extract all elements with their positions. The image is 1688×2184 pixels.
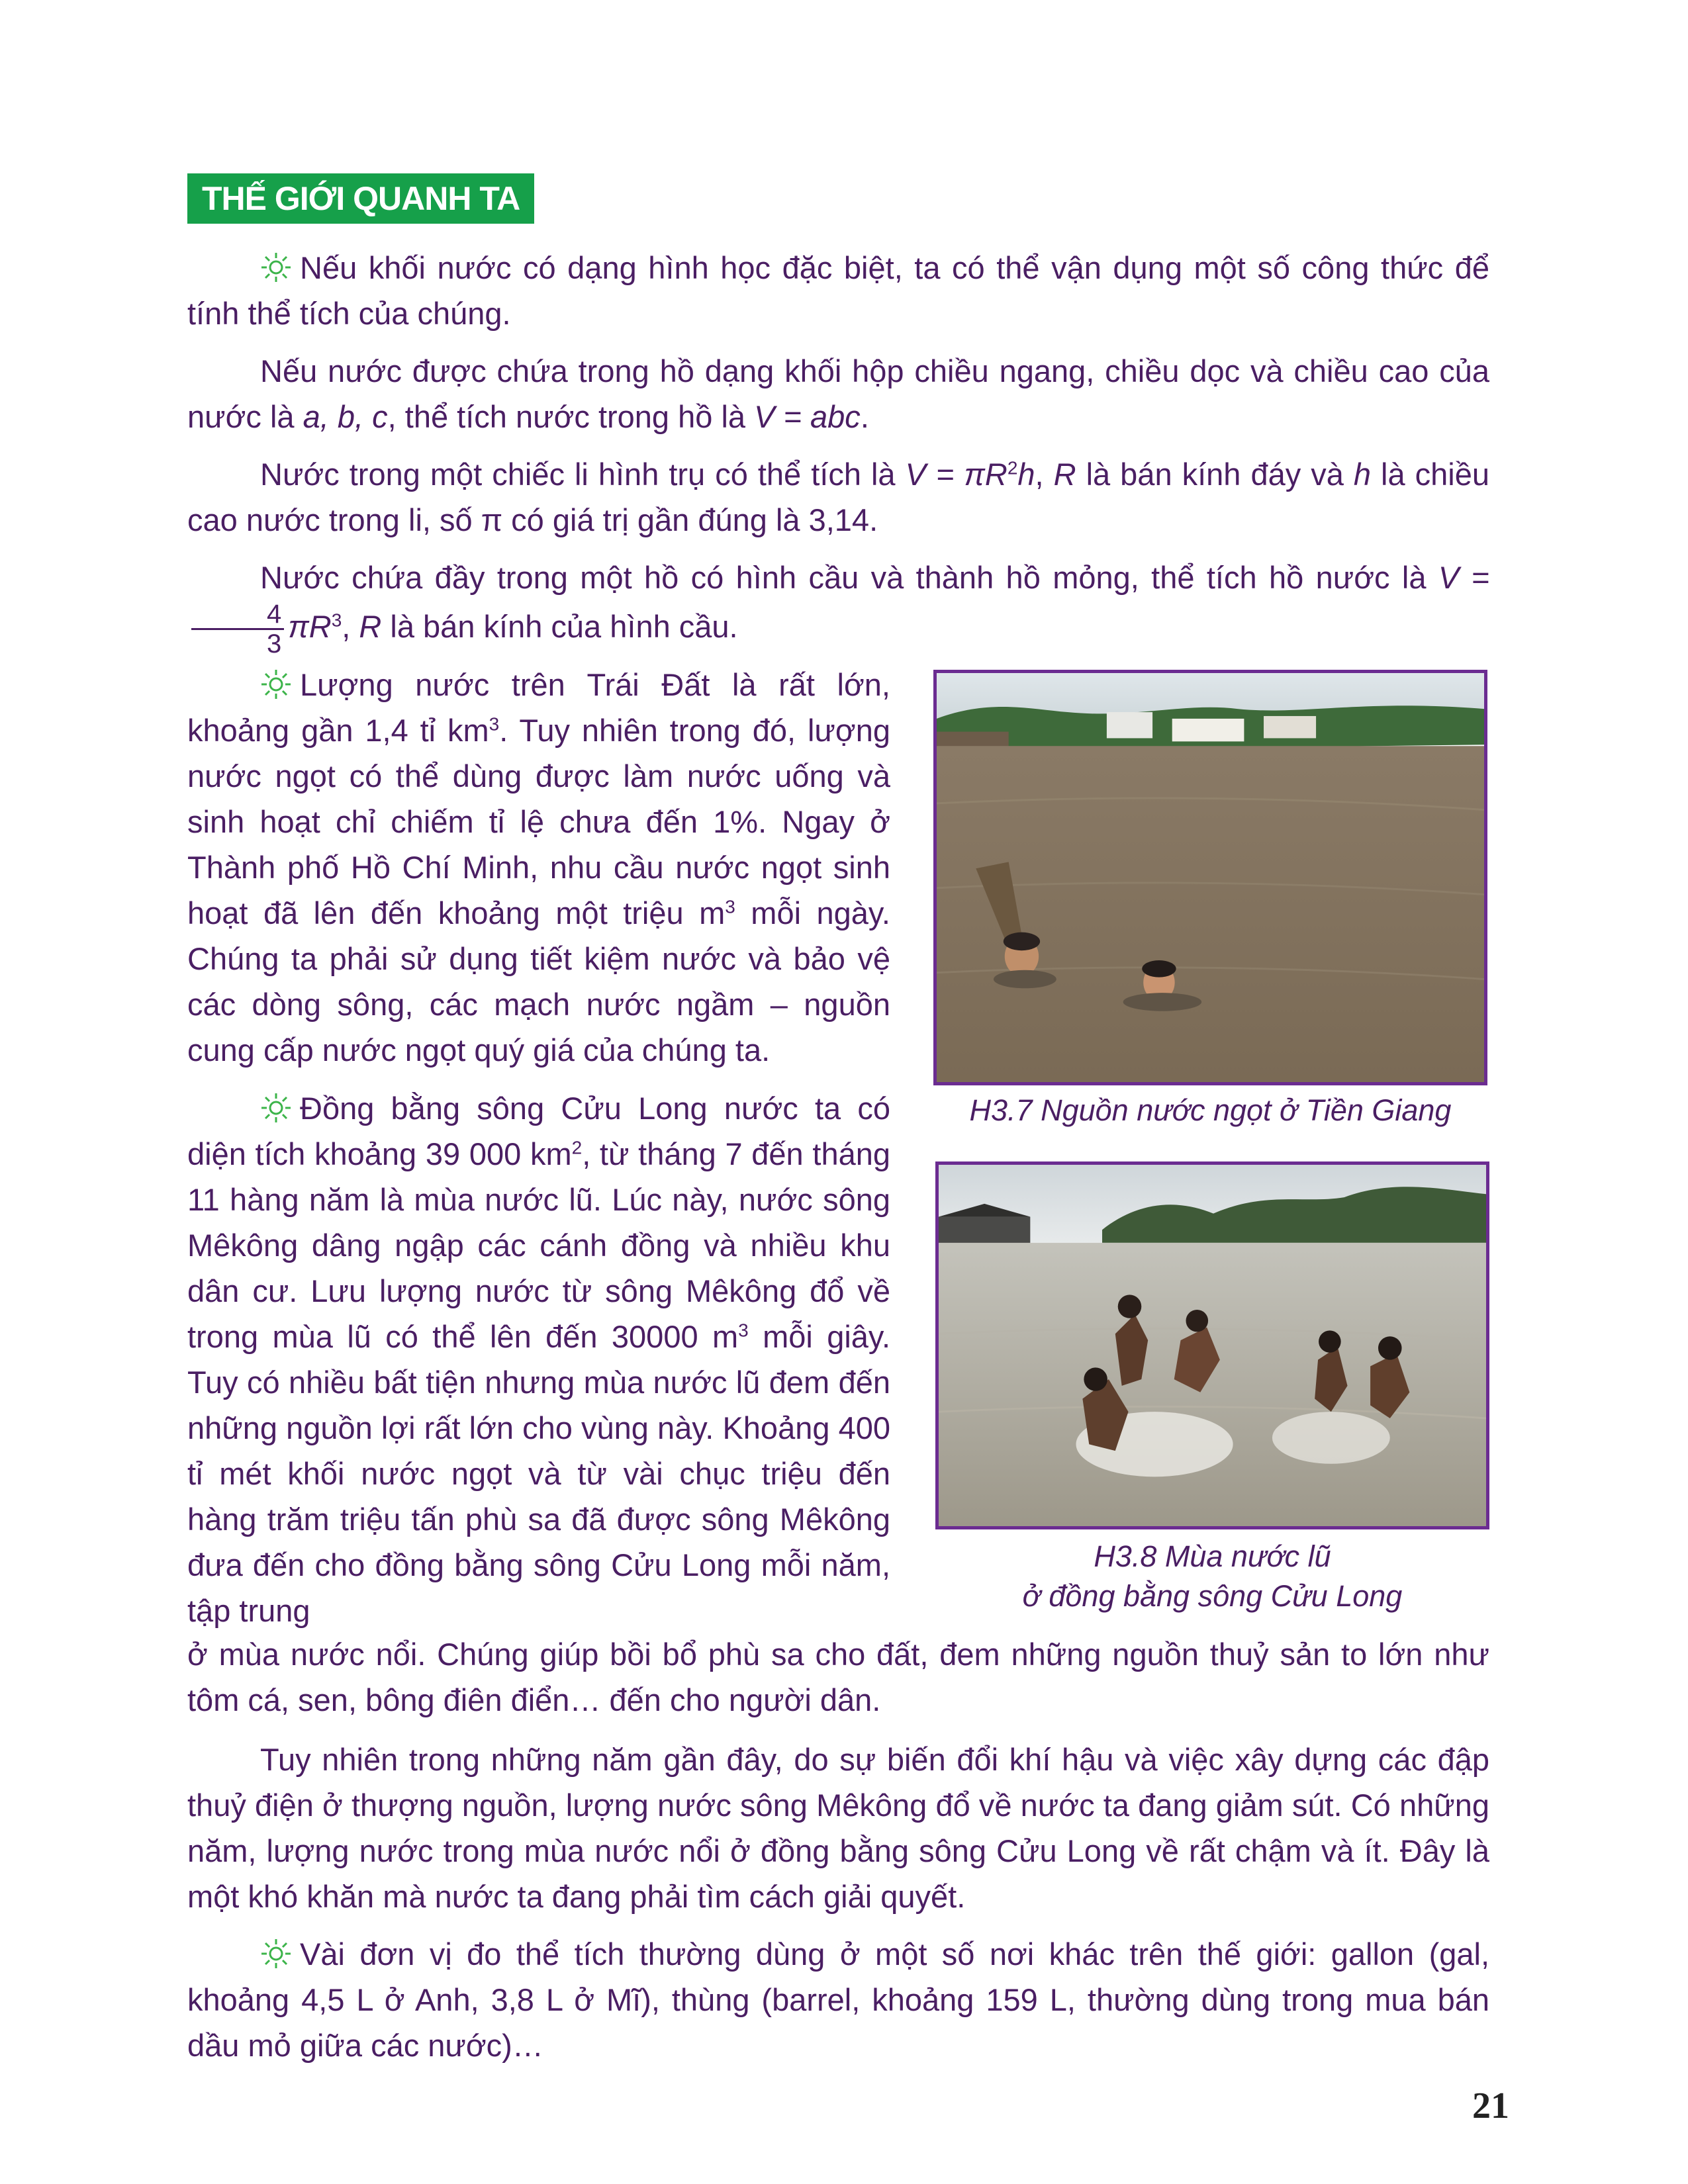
sun-icon: [260, 251, 292, 283]
section-heading: THẾ GIỚI QUANH TA: [187, 173, 534, 224]
p3-text-c: là bán kính đáy và: [1076, 457, 1354, 492]
p3-exponent: 2: [1007, 457, 1018, 478]
p4-formula-v: V =: [1438, 560, 1489, 595]
p3-var-r: R: [1053, 457, 1076, 492]
p5-text-b: . Tuy nhiên trong đó, lượng nước ngọt có thể dùng được làm nước uống và sinh hoạt chỉ chiếm tỉ lệ chưa đến 1%. Ngay ở Thành phố Hồ Chí Minh, nhu cầu nước ngọt sinh hoạt đã lên đến khoảng một triệu m: [187, 713, 890, 931]
fraction-denominator: 3: [267, 629, 282, 659]
p5-text-c: mỗi ngày. Chúng ta phải sử dụng tiết kiệm nước và bảo vệ các dòng sông, các mạch nước ngầm – nguồn cung cấp nước ngọt quý giá của chúng ta.: [187, 895, 890, 1068]
p2-formula: V = abc: [754, 399, 861, 434]
p2-text-b: , thể tích nước trong hồ là: [387, 399, 755, 434]
p3-formula-h: h: [1017, 457, 1035, 492]
caption-line-1: H3.8 Mùa nước lũ: [1094, 1539, 1331, 1573]
p6-exponent-1: 2: [571, 1137, 583, 1158]
p2-vars: a, b, c: [303, 399, 388, 434]
p5-text-a: Lượng nước trên Trái Đất là rất lớn, khoảng gần 1,4 tỉ km: [187, 667, 890, 748]
p3-formula-v: V = πR: [905, 457, 1008, 492]
p1-text: Nếu khối nước có dạng hình học đặc biệt, ta có thể vận dụng một số công thức để tính thể tích của chúng.: [187, 250, 1489, 331]
paragraph-4: [187, 555, 1489, 658]
p8-text: Vài đơn vị đo thể tích thường dùng ở một số nơi khác trên thế giới: gallon (gal, khoảng 4,5 L ở Anh, 3,8 L ở Mĩ), thùng (barrel, khoảng 159 L, thường dùng trong mua bán dầu mỏ giữa các nước)…: [187, 1936, 1489, 2063]
p6-text-d: ở mùa nước nổi. Chúng giúp bồi bổ phù sa cho đất, đem những nguồn thuỷ sản to lớn như tôm cá, sen, bông điên điển… đến cho người dân.: [187, 1637, 1489, 1717]
p6-text-c: mỗi giây. Tuy có nhiều bất tiện nhưng mùa nước lũ đem đến những nguồn lợi rất lớn cho vùng này. Khoảng 400 tỉ mét khối nước ngọt và từ vài chục triệu đến hàng trăm triệu tấn phù sa đã được sông Mêkông đưa đến cho đồng bằng sông Cửu Long mỗi năm, tập trung: [187, 1319, 890, 1628]
fraction-numerator: 4: [191, 600, 284, 630]
sun-icon: [260, 668, 292, 700]
paragraph-7: [187, 1737, 1489, 1919]
paragraph-2: [187, 348, 1489, 439]
paragraph-5: [187, 662, 890, 1073]
figure-caption-h3-7: H3.7 Nguồn nước ngọt ở Tiền Giang: [969, 1093, 1452, 1127]
p5-exponent-1: 3: [489, 713, 500, 735]
p3-var-h: h: [1353, 457, 1372, 492]
p4-text-b: ,: [342, 608, 359, 644]
figure-caption-h3-8: [935, 1537, 1489, 1616]
p4-var-r: R: [359, 608, 382, 644]
sun-icon: [260, 1938, 292, 1970]
p6-text-b: , từ tháng 7 đến tháng 11 hàng năm là mùa nước lũ. Lúc này, nước sông Mêkông dâng ngập các cánh đồng và nhiều khu dân cư. Lưu lượng nước từ sông Mêkông đổ về trong mùa lũ có thể lên đến 30000 m: [187, 1136, 891, 1354]
fraction: [191, 600, 284, 658]
p3-text-d: là chiều cao nước trong li, số π có giá trị gần đúng là 3,14.: [187, 457, 1489, 537]
paragraph-3: [187, 451, 1489, 543]
p3-text-a: Nước trong một chiếc li hình trụ có thể tích là: [260, 457, 906, 492]
caption-line-2: ở đồng bằng sông Cửu Long: [1022, 1579, 1403, 1613]
photo-flood-season: [935, 1161, 1489, 1529]
paragraph-6-continued: [187, 1631, 1489, 1723]
sun-icon: [260, 1092, 292, 1124]
p3-text-b: ,: [1035, 457, 1054, 492]
p6-text-a: Đồng bằng sông Cửu Long nước ta có diện tích khoảng 39 000 km: [187, 1091, 890, 1171]
p7-text: Tuy nhiên trong những năm gần đây, do sự biến đổi khí hậu và việc xây dựng các đập thuỷ điện ở thượng nguồn, lượng nước sông Mêkông đổ về nước ta đang giảm sút. Có những năm, lượng nước trong mùa nước nổi ở đồng bằng sông Cửu Long về rất chậm và ít. Đây là một khó khăn mà nước ta đang phải tìm cách giải quyết.: [187, 1742, 1489, 1914]
p2-text-c: .: [860, 399, 869, 434]
page-number: 21: [1472, 2085, 1509, 2126]
p4-text-a: Nước chứa đầy trong một hồ có hình cầu và thành hồ mỏng, thể tích hồ nước là: [260, 560, 1438, 595]
flood-image: [939, 1165, 1486, 1526]
river-image: [937, 673, 1484, 1082]
p4-formula-pi: πR: [288, 608, 332, 644]
paragraph-6: [187, 1085, 890, 1633]
paragraph-1: [187, 245, 1489, 336]
photo-river-swimmers: [933, 670, 1487, 1085]
p4-exponent: 3: [331, 610, 342, 631]
paragraph-8: [187, 1931, 1489, 2068]
p6-exponent-2: 3: [738, 1320, 749, 1341]
p5-exponent-2: 3: [725, 896, 735, 917]
p4-text-c: là bán kính của hình cầu.: [381, 608, 738, 644]
p2-text-a: Nếu nước được chứa trong hồ dạng khối hộp chiều ngang, chiều dọc và chiều cao của nước là: [187, 353, 1489, 434]
